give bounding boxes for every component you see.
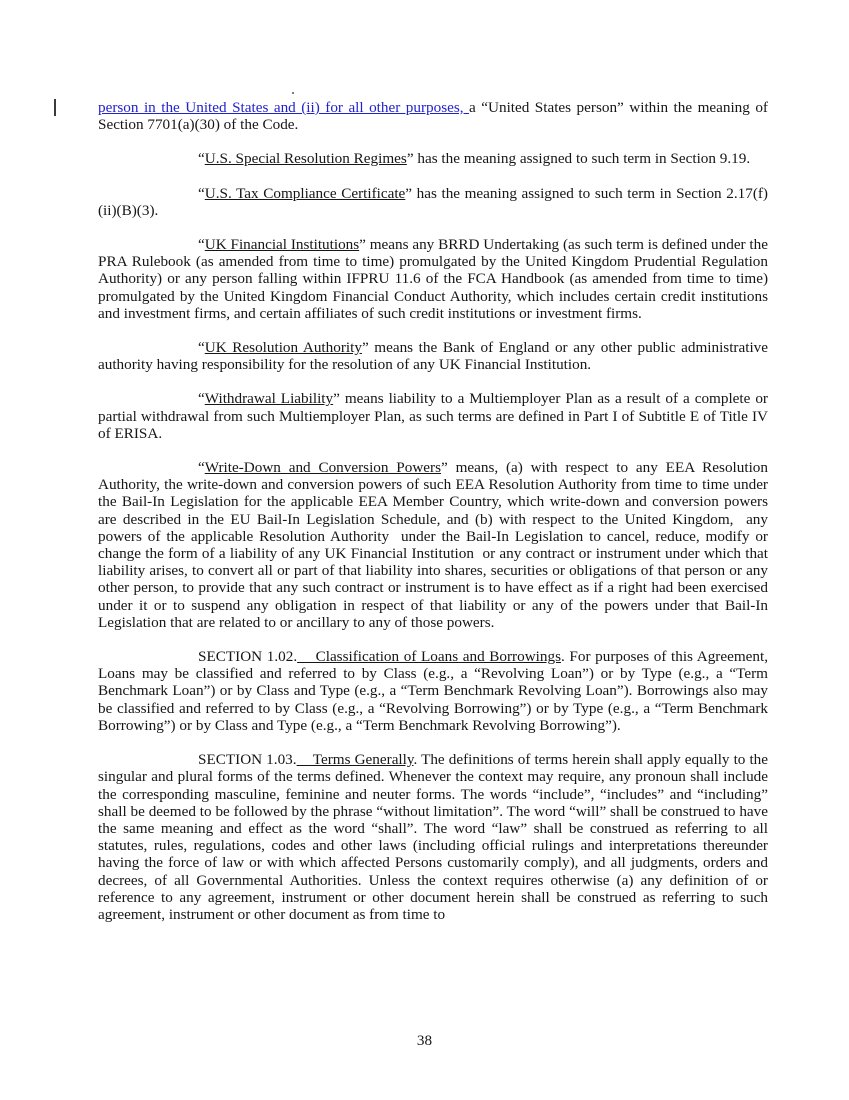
inserted-text-run: person in the United States and (ii) for all other purposes, xyxy=(98,99,470,116)
defined-term: Write-Down and Conversion Powers xyxy=(204,459,442,477)
paragraph-definition-uk-financial-institutions xyxy=(98,236,768,322)
text-run: ” means liability to a Multiemployer Plan as a result of a complete or partial withdrawal from such Multiemployer Plan, as such terms are defined in Part I of Subtitle E of Title IV of ERISA. xyxy=(98,390,768,442)
text-run: ” has the meaning assigned to such term in Section 9.19. xyxy=(406,150,751,168)
text-run: ” means any BRRD Undertaking (as such term is defined under the PRA Rulebook (as amended from time to time) promulgated by the United Kingdom Prudential Regulation Authority) or any person falling within IFPRU 11.6 of the FCA Handbook (as amended from time to time) promulgated by the United Kingdom Financial Conduct Authority, which includes certain credit institutions and investment firms, and certain affiliates of such credit institutions or investment firms. xyxy=(98,236,768,322)
defined-term: U.S. Tax Compliance Certificate xyxy=(204,184,406,202)
text-run: “ xyxy=(198,236,205,254)
text-run: “ xyxy=(198,184,205,202)
section-heading: Classification of Loans and Borrowings xyxy=(297,648,561,666)
section-number: SECTION 1.03. xyxy=(198,751,297,769)
section-heading: Terms Generally xyxy=(296,751,414,769)
text-run: “ xyxy=(198,459,205,477)
text-run: a “United States person” within the meaning of Section 7701(a)(30) of the Code. xyxy=(98,99,768,134)
paragraph-continuation-united-states-person xyxy=(98,99,768,133)
paragraph-definition-write-down-and-conversion-powers xyxy=(98,459,768,631)
text-run: . The definitions of terms herein shall apply equally to the singular and plural forms of the terms defined. Whenever the context may require, any pronoun shall include the corresponding masculine, feminine and neuter forms. The words “include”, “includes” and “including” shall be deemed to be followed by the phrase “without limitation”. The word “will” shall be construed to have the same meaning and effect as the word “shall”. The word “law” shall be construed as referring to all statutes, rules, regulations, codes and other laws (including official rulings and interpretations thereunder having the force of law or with which affected Persons customarily comply), and all judgments, orders and decrees, of all Governmental Authorities. Unless the context requires otherwise (a) any definition of or reference to any agreement, instrument or other document herein shall be construed as referring to such agreement, instrument or other document as from time to xyxy=(98,751,768,923)
paragraph-definition-withdrawal-liability xyxy=(98,390,768,442)
text-run: . For purposes of this Agreement, Loans may be classified and referred to by Class (e.g., a “Revolving Loan”) or by Type (e.g., a “Term Benchmark Loan”) or by Class and Type (e.g., a “Term Benchmark Revolving Loan”). Borrowings also may be classified and referred to by Class (e.g., a “Revolving Borrowing”) or by Type (e.g., a “Term Benchmark Borrowing”) or by Class and Type (e.g., a “Term Benchmark Revolving Borrowing”). xyxy=(98,648,768,734)
paragraph-definition-us-special-resolution-regimes xyxy=(98,150,768,167)
page-number: 38 xyxy=(416,1032,433,1049)
paragraph-definition-uk-resolution-authority xyxy=(98,339,768,373)
revision-change-bar xyxy=(54,99,56,116)
defined-term: UK Financial Institutions xyxy=(204,236,360,254)
section-number: SECTION 1.02. xyxy=(198,648,298,666)
paragraph-section-1-03 xyxy=(98,751,768,923)
text-run: “ xyxy=(198,390,205,408)
defined-term: U.S. Special Resolution Regimes xyxy=(204,150,407,168)
stray-mark xyxy=(292,92,294,94)
paragraph-section-1-02 xyxy=(98,648,768,734)
document-body xyxy=(98,99,768,923)
text-run: “ xyxy=(198,150,205,168)
defined-term: Withdrawal Liability xyxy=(204,390,334,408)
text-run: ” has the meaning assigned to such term in Section 2.17(f)(ii)(B)(3). xyxy=(98,184,768,219)
paragraph-definition-us-tax-compliance-certificate xyxy=(98,185,768,219)
defined-term: UK Resolution Authority xyxy=(204,339,362,357)
text-run: ” means, (a) with respect to any EEA Resolution Authority, the write-down and conversion powers of such EEA Resolution Authority from time to time under the Bail-In Legislation for the applicable EEA Member Country, which write-down and conversion powers are described in the EU Bail-In Legislation Schedule, and (b) with respect to the United Kingdom, any powers of the applicable Resolution Authority under the Bail-In Legislation to cancel, reduce, modify or change the form of a liability of any UK Financial Institution or any contract or instrument under which that liability arises, to convert all or part of that liability into shares, securities or obligations of that person or any other person, to provide that any such contract or instrument is to have effect as if a right had been exercised under it or to suspend any obligation in respect of that liability or any of the powers under that Bail-In Legislation that are related to or ancillary to any of those powers. xyxy=(98,459,768,631)
text-run: “ xyxy=(198,339,205,357)
text-run: ” means the Bank of England or any other public administrative authority having responsibility for the resolution of any UK Financial Institution. xyxy=(98,339,768,374)
